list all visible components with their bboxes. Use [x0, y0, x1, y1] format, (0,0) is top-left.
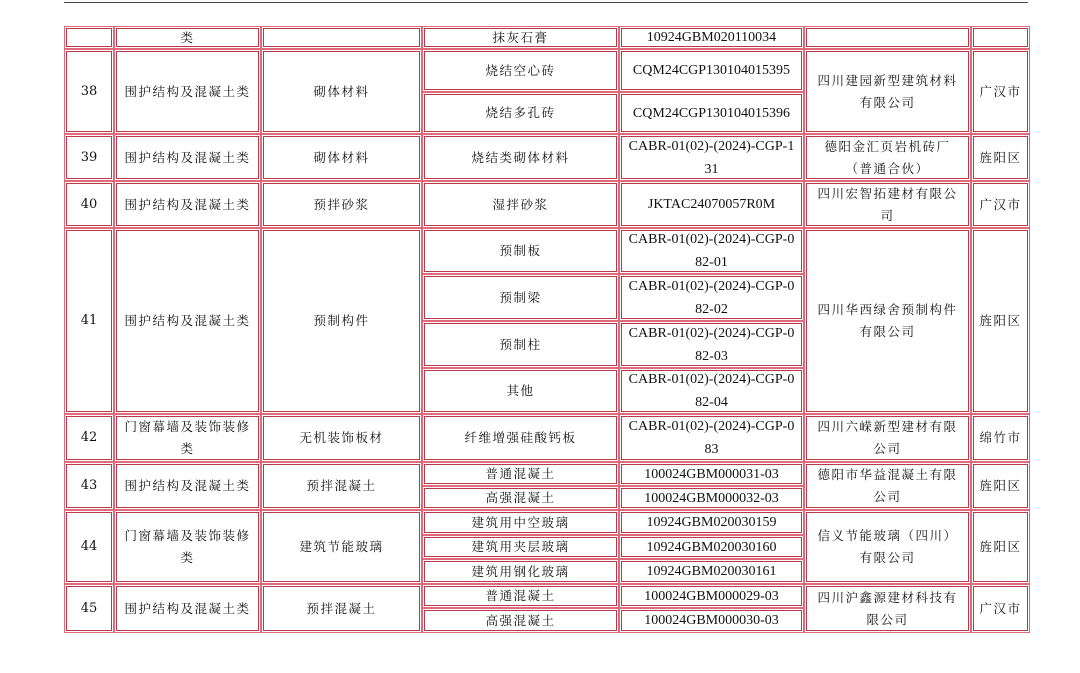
region-cell: 旌阳区 [971, 462, 1030, 510]
cert-code-cell: JKTAC24070057R0M [619, 181, 804, 228]
product-cell: 其他 [422, 368, 619, 414]
material-cell: 预拌混凝土 [261, 462, 422, 510]
material-cell: 预拌混凝土 [261, 584, 422, 633]
product-cell: 建筑用中空玻璃 [422, 510, 619, 535]
product-cell: 建筑用钢化玻璃 [422, 559, 619, 584]
cert-code-cell: CABR-01(02)-(2024)-CGP-082-03 [619, 321, 804, 368]
cert-code-cell: 100024GBM000030-03 [619, 608, 804, 633]
company-cell: 四川华西绿舍预制构件有限公司 [804, 228, 971, 414]
product-cell: 烧结空心砖 [422, 49, 619, 92]
category-cell: 围护结构及混凝土类 [114, 228, 261, 414]
cert-code-cell: 10924GBM020030161 [619, 559, 804, 584]
row-number: 41 [64, 228, 114, 414]
region-cell: 旌阳区 [971, 228, 1030, 414]
material-cell: 建筑节能玻璃 [261, 510, 422, 584]
cert-code-cell: CQM24CGP130104015395 [619, 49, 804, 92]
cert-code-cell: CABR-01(02)-(2024)-CGP-131 [619, 134, 804, 181]
cert-code-cell: 10924GBM020030159 [619, 510, 804, 535]
category-cell: 围护结构及混凝土类 [114, 134, 261, 181]
region-cell: 绵竹市 [971, 414, 1030, 462]
material-cell: 砌体材料 [261, 49, 422, 134]
cert-code-cell: CABR-01(02)-(2024)-CGP-082-01 [619, 228, 804, 274]
company-cell [804, 26, 971, 49]
cert-code-cell: 10924GBM020110034 [619, 26, 804, 49]
page-top-rule [64, 2, 1028, 3]
material-cell: 无机装饰板材 [261, 414, 422, 462]
category-cell: 门窗幕墙及装饰装修类 [114, 510, 261, 584]
category-cell: 门窗幕墙及装饰装修类 [114, 414, 261, 462]
category-cell: 类 [114, 26, 261, 49]
product-cell: 普通混凝土 [422, 584, 619, 608]
material-cell: 预拌砂浆 [261, 181, 422, 228]
cert-code-cell: CQM24CGP130104015396 [619, 92, 804, 134]
cert-code-cell: 100024GBM000031-03 [619, 462, 804, 486]
product-cell: 高强混凝土 [422, 608, 619, 633]
cert-code-cell: 100024GBM000029-03 [619, 584, 804, 608]
category-cell: 围护结构及混凝土类 [114, 181, 261, 228]
cert-code-cell: 100024GBM000032-03 [619, 486, 804, 510]
category-cell: 围护结构及混凝土类 [114, 584, 261, 633]
row-number: 44 [64, 510, 114, 584]
row-number: 42 [64, 414, 114, 462]
region-cell: 旌阳区 [971, 510, 1030, 584]
company-cell: 四川宏智拓建材有限公司 [804, 181, 971, 228]
category-cell: 围护结构及混凝土类 [114, 49, 261, 134]
company-cell: 四川沪鑫源建材科技有限公司 [804, 584, 971, 633]
company-cell: 四川建园新型建筑材料有限公司 [804, 49, 971, 134]
material-cell: 预制构件 [261, 228, 422, 414]
product-cell: 烧结类砌体材料 [422, 134, 619, 181]
product-cell: 建筑用夹层玻璃 [422, 535, 619, 559]
product-cell: 纤维增强硅酸钙板 [422, 414, 619, 462]
company-cell: 德阳市华益混凝土有限公司 [804, 462, 971, 510]
product-cell: 高强混凝土 [422, 486, 619, 510]
material-cell [261, 26, 422, 49]
product-cell: 预制板 [422, 228, 619, 274]
cert-code-cell: 10924GBM020030160 [619, 535, 804, 559]
material-cell: 砌体材料 [261, 134, 422, 181]
company-cell: 信义节能玻璃（四川）有限公司 [804, 510, 971, 584]
row-number: 43 [64, 462, 114, 510]
product-cell: 普通混凝土 [422, 462, 619, 486]
product-cell: 烧结多孔砖 [422, 92, 619, 134]
product-cell: 预制柱 [422, 321, 619, 368]
row-number [64, 26, 114, 49]
company-cell: 四川六嵘新型建材有限公司 [804, 414, 971, 462]
company-cell: 德阳金汇页岩机砖厂（普通合伙） [804, 134, 971, 181]
region-cell: 旌阳区 [971, 134, 1030, 181]
product-cell: 抹灰石膏 [422, 26, 619, 49]
region-cell: 广汉市 [971, 181, 1030, 228]
region-cell: 广汉市 [971, 584, 1030, 633]
cert-code-cell: CABR-01(02)-(2024)-CGP-082-02 [619, 274, 804, 321]
row-number: 45 [64, 584, 114, 633]
row-number: 40 [64, 181, 114, 228]
row-number: 39 [64, 134, 114, 181]
cert-code-cell: CABR-01(02)-(2024)-CGP-083 [619, 414, 804, 462]
region-cell: 广汉市 [971, 49, 1030, 134]
product-cell: 湿拌砂浆 [422, 181, 619, 228]
cert-code-cell: CABR-01(02)-(2024)-CGP-082-04 [619, 368, 804, 414]
region-cell [971, 26, 1030, 49]
category-cell: 围护结构及混凝土类 [114, 462, 261, 510]
row-number: 38 [64, 49, 114, 134]
product-cell: 预制梁 [422, 274, 619, 321]
